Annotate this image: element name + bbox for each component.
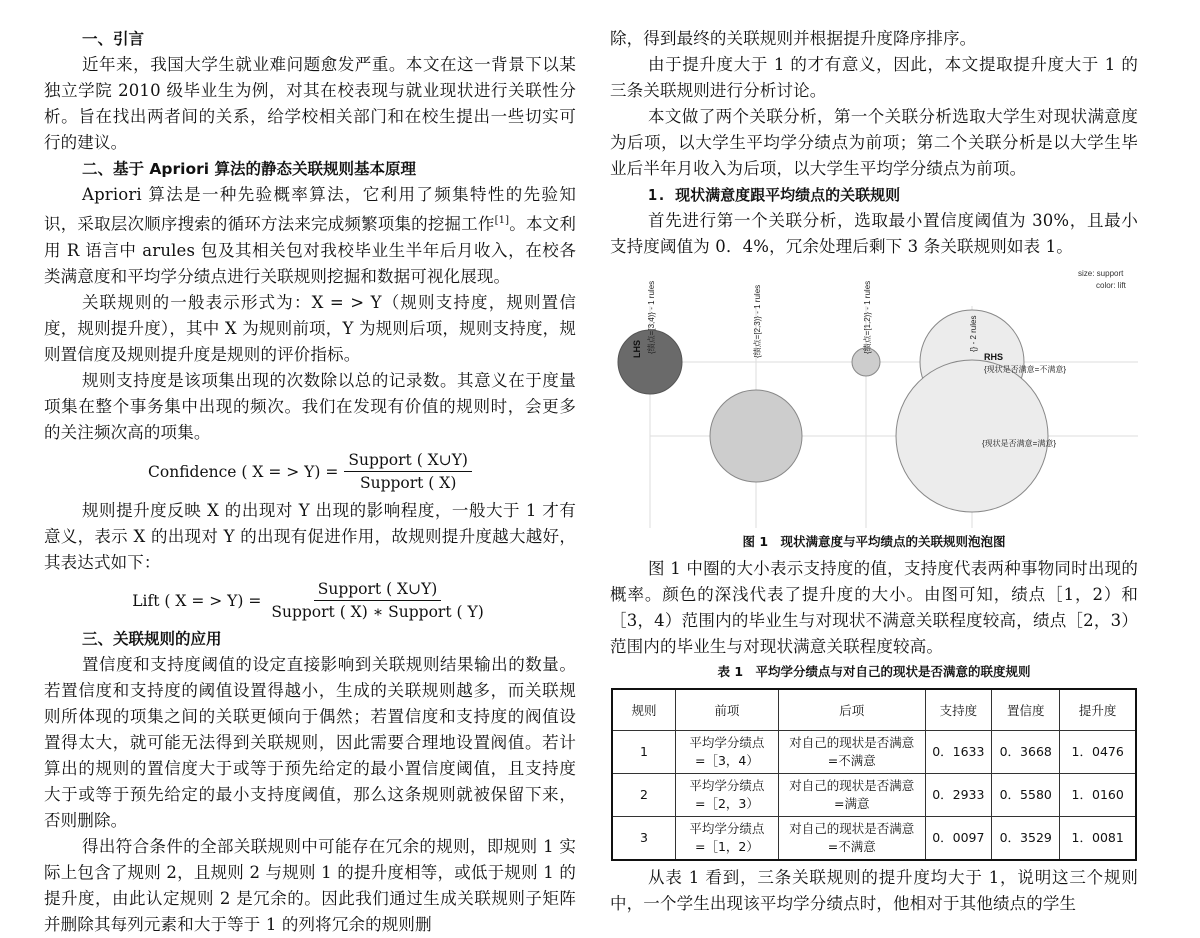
cell-rhs-line1: 对自己的现状是否满意 [789,821,915,836]
section-heading-intro: 一、引言 [82,30,145,48]
cell-lhs-line1: 平均学分绩点 [689,735,765,750]
apriori-text-b: 。本文利用 R 语言中 arules 包及其相关包对我校毕业生半年后月收入，在校各类满意度和平均学分绩点进行关联规则挖掘和数据可视化展现。 [44,214,576,286]
section-heading-apriori: 二、基于 Apriori 算法的静态关联规则基本原理 [82,160,416,178]
cell-lift: 1．0081 [1060,817,1136,861]
col-label-gpa-3-4: {绩点=[3,4)} - 1 rules [647,280,656,354]
redundancy-paragraph: 得出符合条件的全部关联规则中可能存在冗余的规则，即规则 1 实际上包含了规则 2，且规则 2 与规则 1 的提升度相等，或低于规则 1 的提升度，由此认定规则 2 是冗余的。因此我们通过生成关联规则子矩阵并删除其每列元素和大于等于 1 的列将冗余的规则删 [44,836,576,934]
cell-rhs-line2: =满意 [834,796,870,811]
cell-rule-id: 3 [612,817,675,861]
lift-numerator: Support ( X∪Y) [314,579,442,601]
cell-lhs-line2: =［1，2） [694,839,759,854]
header-support: 支持度 [925,689,991,731]
cell-support: 0．0097 [925,817,991,861]
cell-support: 0．2933 [925,774,991,817]
cell-lhs-line2: =［2，3） [694,796,759,811]
header-lhs: 前项 [675,689,778,731]
rhs-label: RHS [984,352,1004,362]
figure-caption: 图 1 现状满意度与平均绩点的关联规则泡泡图 [742,534,1006,549]
confidence-fraction [344,450,472,493]
table-row [612,731,1136,774]
col-label-gpa-2-3: {绩点=[2,3)} - 1 rules [753,284,762,358]
lhs-label: LHS [632,340,642,358]
table-row [612,774,1136,817]
table-header-row [612,689,1136,731]
rule-form-paragraph: 关联规则的一般表示形式为：X = > Y（规则支持度，规则置信度，规则提升度），其中 X 为规则前项，Y 为规则后项，规则支持度，规则置信度及规则提升度是规则的评价指标。 [44,292,576,364]
cell-rhs [778,774,925,817]
table-explanation-paragraph: 从表 1 看到，三条关联规则的提升度均大于 1，说明这三个规则中，一个学生出现该平均学分绩点时，他相对于其他绩点的学生 [610,868,1138,913]
cell-lhs-line1: 平均学分绩点 [689,778,765,793]
two-analyses-paragraph: 本文做了两个关联分析，第一个关联分析选取大学生对现状满意度为后项，以大学生平均学分绩点为前项；第二个关联分析是以大学生毕业后半年月收入为后项，以大学生平均学分绩点为前项。 [610,107,1138,178]
lift-paragraph: 规则提升度反映 X 的出现对 Y 出现的影响程度，一般大于 1 才有意义，表示 X 的出现对 Y 的出现有促进作用，故规则提升度越大越好，其表达式如下： [44,500,576,572]
support-paragraph: 规则支持度是该项集出现的次数除以总的记录数。其意义在于度量项集在整个事务集中出现的频次。我们在发现有价值的规则时，会更多的关注频次高的项集。 [44,370,576,442]
table-row [612,817,1136,861]
right-column [610,26,1138,917]
cell-lhs-line2: =［3，4） [694,753,759,768]
cell-support: 0．1633 [925,731,991,774]
cell-rhs [778,817,925,861]
first-analysis-paragraph: 首先进行第一个关联分析，选取最小置信度阈值为 30%，且最小支持度阈值为 0．4%，冗余处理后剩下 3 条关联规则如表 1。 [610,211,1138,256]
apriori-paragraph [44,182,576,290]
header-lift: 提升度 [1060,689,1136,731]
cell-rhs-line2: =不满意 [827,753,876,768]
lift-denominator: Support ( X) ∗ Support ( Y) [271,603,484,621]
lift-formula [44,576,576,626]
cell-lift: 1．0476 [1060,731,1136,774]
col-label-gpa-1-2: {绩点=[1,2)} - 1 rules [863,280,872,354]
cell-lhs [675,817,778,861]
confidence-denominator: Support ( X) [359,474,457,492]
cell-rhs-line1: 对自己的现状是否满意 [789,778,915,793]
subsection-heading-1: 1. 现状满意度跟平均绩点的关联规则 [648,186,901,204]
confidence-formula-lhs: Confidence ( X = > Y) = [148,462,339,481]
bubble-chart-figure [610,266,1138,528]
confidence-numerator: Support ( X∪Y) [344,450,472,472]
col-label-empty: {} - 2 rules [969,315,978,352]
cell-rhs [778,731,925,774]
left-column [44,26,576,938]
cell-rhs-line2: =不满意 [827,839,876,854]
bubble-chart [610,266,1138,528]
legend-size: size: support [1078,269,1124,278]
cell-confidence: 0．3529 [992,817,1060,861]
continued-paragraph: 除，得到最终的关联规则并根据提升度降序排序。 [610,29,977,48]
cell-confidence: 0．5580 [992,774,1060,817]
header-rhs: 后项 [778,689,925,731]
cell-lhs-line1: 平均学分绩点 [689,821,765,836]
confidence-formula [44,446,576,498]
lift-fraction [267,579,487,622]
header-rule: 规则 [612,689,675,731]
cell-rhs-line1: 对自己的现状是否满意 [789,735,915,750]
cell-lhs [675,774,778,817]
bubble-gpa-2-3-satisfied [710,390,802,482]
apriori-text-a: Apriori 算法是一种先验概率算法，它利用了频集特性的先验知识，采取层次顺序搜索的循环方法来完成频繁项集的挖掘工作 [44,185,576,234]
cell-rule-id: 1 [612,731,675,774]
header-confidence: 置信度 [992,689,1060,731]
legend-color: color: lift [1096,281,1126,290]
bubble-empty-satisfied [896,360,1048,512]
threshold-paragraph: 置信度和支持度阈值的设定直接影响到关联规则结果输出的数量。若置信度和支持度的阈值设置得越小，生成的关联规则越多，而关联规则所体现的项集之间的关联更倾向于偶然；若置信度和支持度的阀值设置得太大，就可能无法得到关联规则，因此需要合理地设置阀值。若计算出的规则的置信度大于或等于预先给定的最小置信度阈值，且支持度大于或等于预先给定的最小支持度阈值，那么这条规则就被保留下来，否则删除。 [44,654,576,830]
cell-confidence: 0．3668 [992,731,1060,774]
section-heading-application: 三、关联规则的应用 [82,629,222,648]
cell-lhs [675,731,778,774]
figure-explanation-paragraph: 图 1 中圈的大小表示支持度的值，支持度代表两种事物同时出现的概率。颜色的深浅代表了提升度的大小。由图可知，绩点［1，2）和［3，4）范围内的毕业生与对现状不满意关联程度较高，绩点［2，3）范围内的毕业生与对现状满意关联程度较高。 [610,559,1138,656]
lift-formula-lhs: Lift ( X = > Y) = [132,591,262,610]
rules-table [611,688,1137,861]
row-label-satisfied: {现状是否满意=满意} [982,439,1057,448]
citation-ref: [1] [494,215,510,226]
intro-paragraph: 近年来，我国大学生就业难问题愈发严重。本文在这一背景下以某独立学院 2010 级毕业生为例，对其在校表现与就业现状进行关联性分析。旨在找出两者间的关系，给学校相关部门和在校生提出一些切实可行的建议。 [44,55,576,152]
cell-rule-id: 2 [612,774,675,817]
row-label-unsatisfied: {现状是否满意=不满意} [984,365,1067,374]
cell-lift: 1．0160 [1060,774,1136,817]
lift-filter-paragraph: 由于提升度大于 1 的才有意义，因此，本文提取提升度大于 1 的三条关联规则进行分析讨论。 [610,55,1138,100]
table-caption: 表 1 平均学分绩点与对自己的现状是否满意的联度规则 [717,664,1031,679]
